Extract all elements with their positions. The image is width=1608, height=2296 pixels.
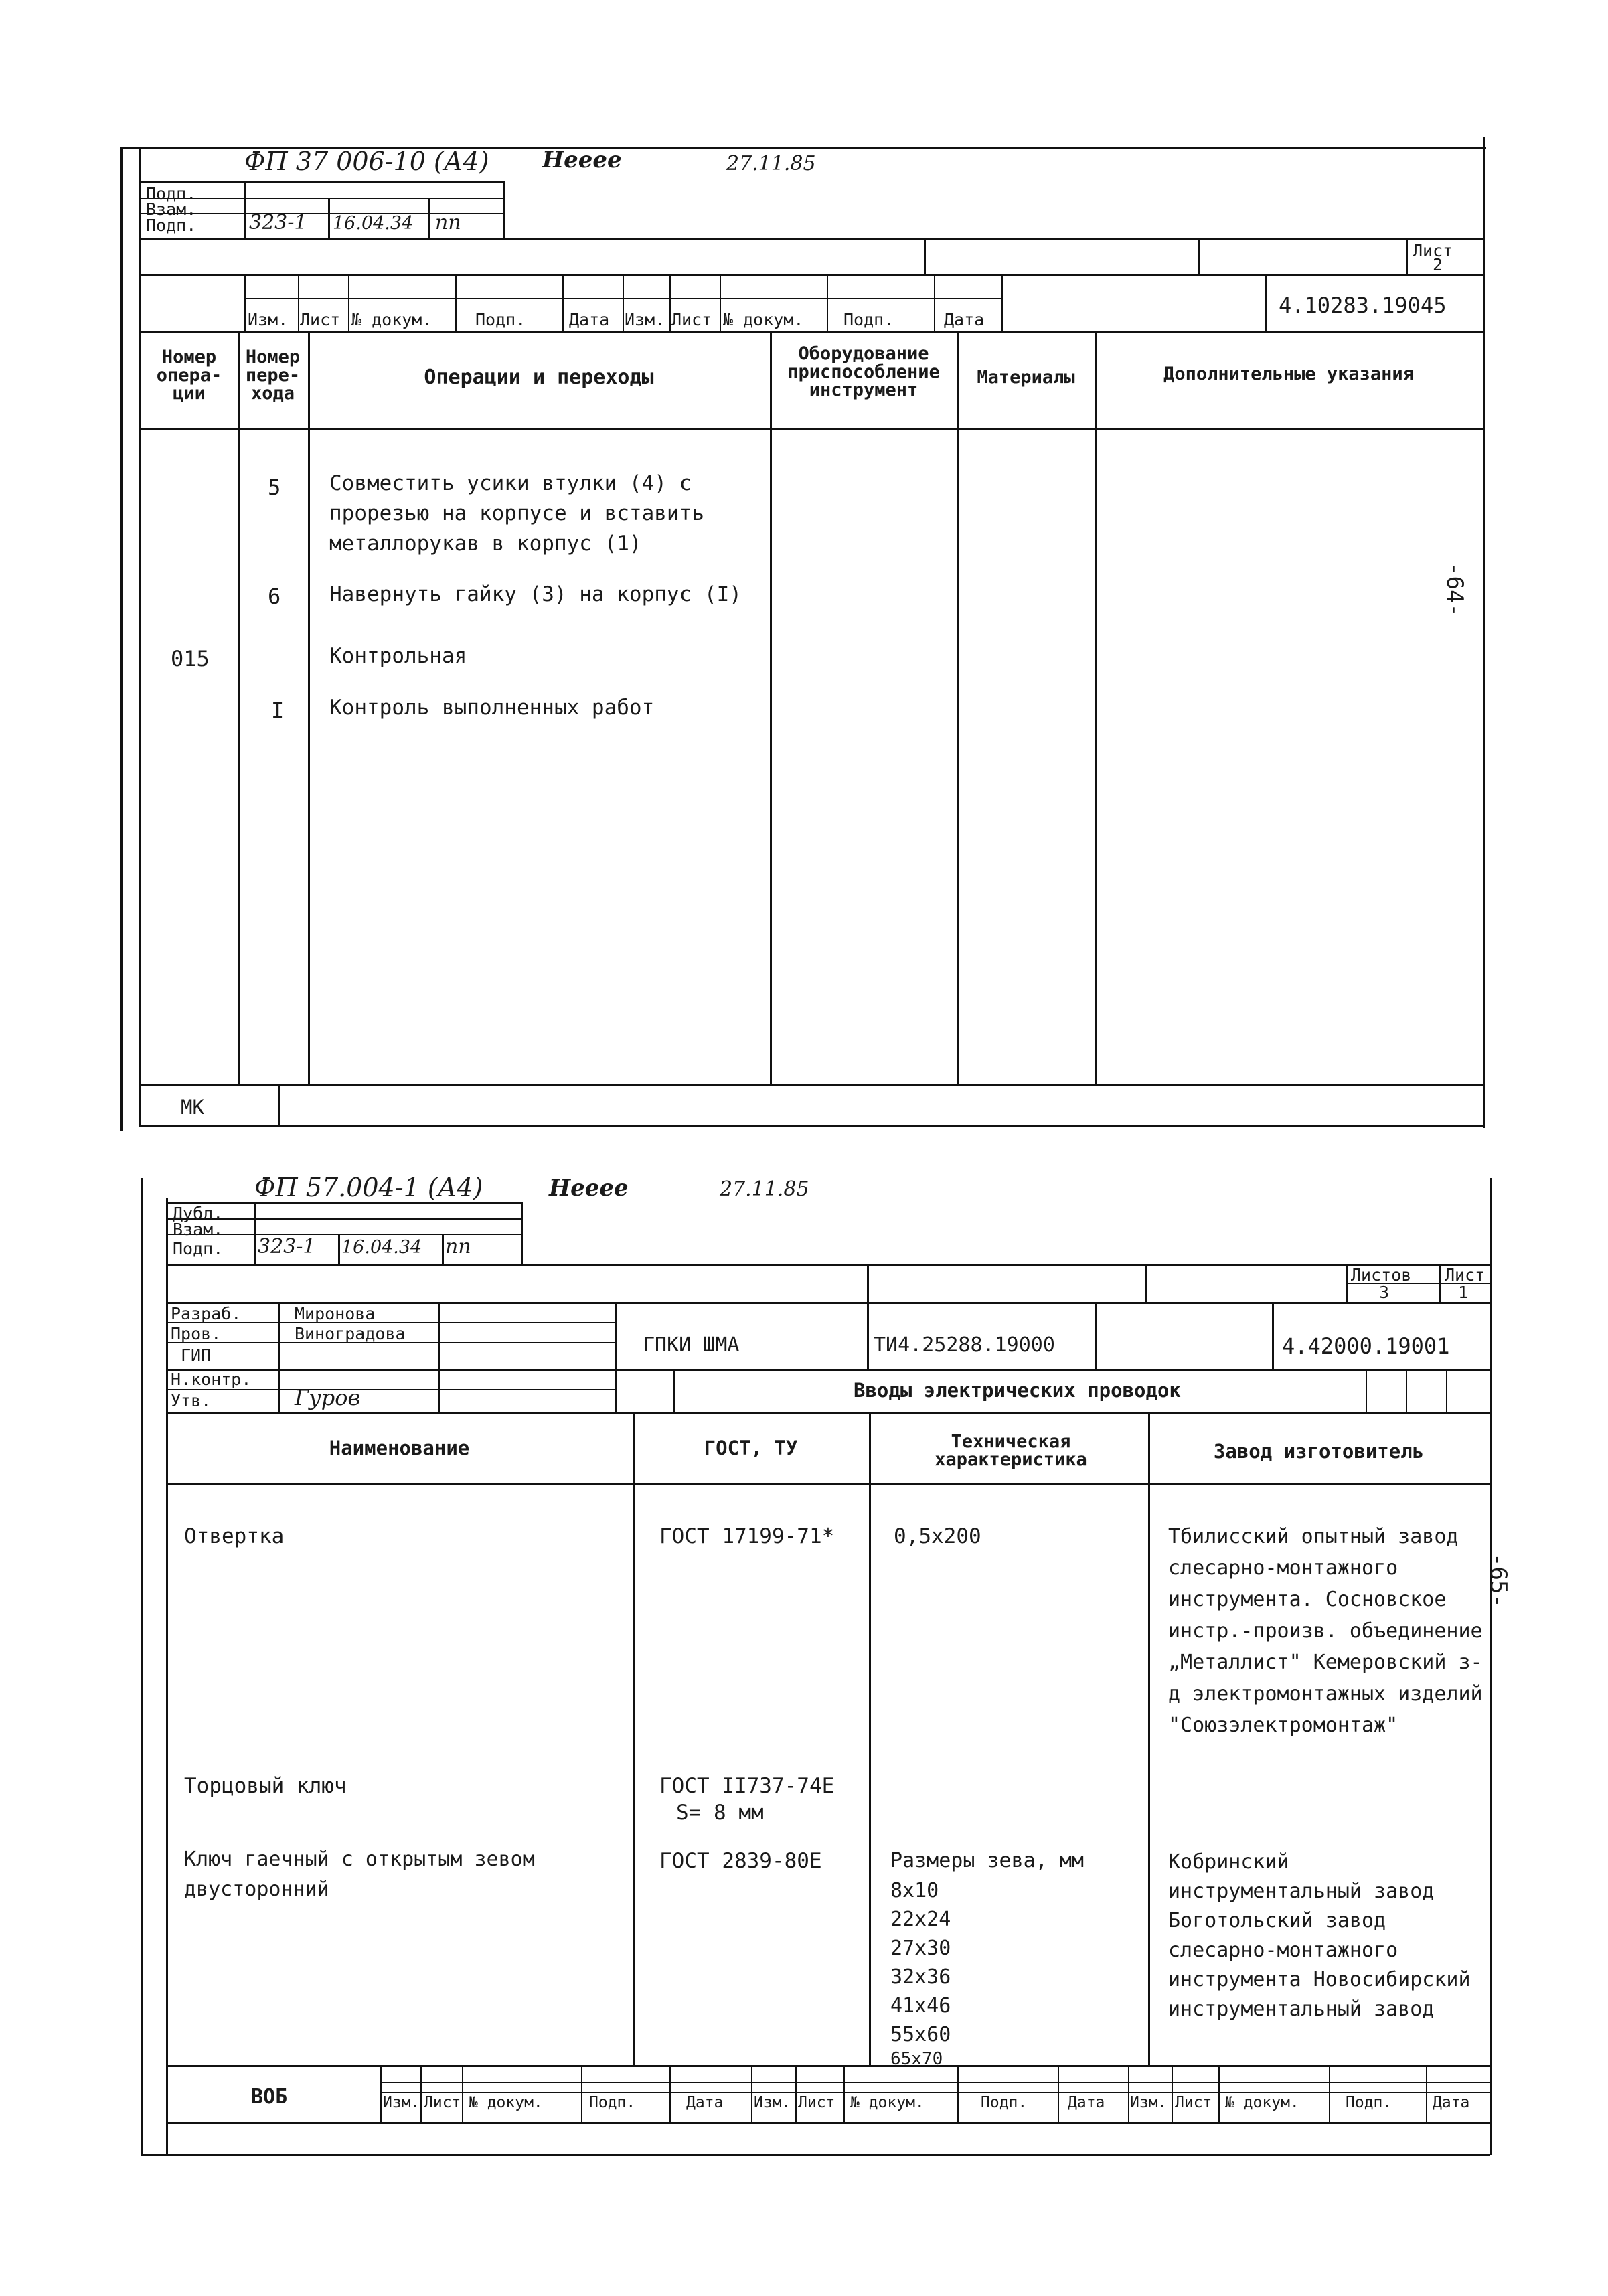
rev-col-label: Дата <box>686 2094 724 2111</box>
rev-col-label: Изм. <box>1130 2094 1168 2111</box>
row-name: Торцовый ключ <box>184 1774 347 1798</box>
sheet1-sheet-label: Лист <box>1413 241 1453 260</box>
rev-col-label: Подп. <box>843 310 894 329</box>
rev-col-label: Лист <box>300 310 341 329</box>
row-text: Совместить усики втулки (4) с прорезью на корпусе и вставить металлорукав в корпус (1) <box>329 471 704 556</box>
sheet2-signature: Нееее <box>549 1175 629 1202</box>
rev-col-label: Подп. <box>981 2094 1028 2111</box>
rev-col-label: Подп. <box>589 2094 636 2111</box>
row-tech-item: 55х60 <box>890 2023 951 2046</box>
header-gost: ГОСТ, ТУ <box>704 1437 798 1459</box>
stamp-row-2: Взам. <box>173 1220 224 1239</box>
rev-col-label: Изм. <box>383 2094 420 2111</box>
stamp-doc-number: 323-1 <box>249 211 307 234</box>
rev-col-label: № докум. <box>1225 2094 1299 2111</box>
title-org: ГПКИ ШМА <box>643 1333 740 1357</box>
row-gost-note: S= 8 мм <box>676 1801 764 1825</box>
row-gost: ГОСТ 2839-80Е <box>659 1849 822 1873</box>
rev-col-label: Лист <box>1175 2094 1212 2111</box>
stamp-date: 16.04.34 <box>341 1237 422 1258</box>
rev-col-label: № докум. <box>469 2094 543 2111</box>
title-doc: ТИ4.25288.19000 <box>874 1333 1055 1357</box>
rev-col-label: Лист <box>671 310 712 329</box>
rev-col-label: № докум. <box>351 310 432 329</box>
rev-col-label: Изм. <box>625 310 665 329</box>
row-transition: I <box>271 698 285 723</box>
row-tech: Размеры зева, мм <box>890 1849 1084 1872</box>
sheet2-page-number: -65- <box>1485 1553 1512 1608</box>
row-tech-item: 65х70 <box>890 2050 943 2065</box>
header-tech: Техническая характеристика <box>935 1431 1087 1470</box>
stamp-row-2: Взам. <box>146 199 197 219</box>
rev-col-label: Изм. <box>248 310 289 329</box>
row-tech-item: 27х30 <box>890 1937 951 1960</box>
stamp-row-3: Подп. <box>173 1239 224 1258</box>
sheet2-handwritten-date: 27.11.85 <box>720 1177 809 1201</box>
stamp-row-1: Подп. <box>146 184 197 203</box>
row-tech-item: 32х36 <box>890 1965 951 1989</box>
sheet2-sheet-value: 1 <box>1458 1283 1469 1302</box>
row-name: Ключ гаечный с открытым зевом двусторонний <box>184 1848 535 1901</box>
sheet1-footer-code: МК <box>181 1096 204 1119</box>
row-gost: ГОСТ II737-74Е <box>659 1774 835 1798</box>
header-operations: Операции и переходы <box>424 365 654 389</box>
sheet2-footer-code: ВОБ <box>251 2085 288 2109</box>
rev-col-label: Подп. <box>475 310 526 329</box>
stamp-date: 16.04.34 <box>333 213 414 234</box>
header-equipment: Оборудование приспособление инструмент <box>787 343 940 400</box>
header-name: Наименование <box>329 1437 470 1459</box>
title-role: Пров. <box>171 1324 222 1343</box>
header-materials: Материалы <box>977 367 1075 388</box>
title-role: Разраб. <box>171 1304 242 1323</box>
row-tech: 0,5х200 <box>894 1524 981 1548</box>
row-name: Отвертка <box>184 1524 285 1548</box>
title-name: Виноградова <box>295 1324 406 1343</box>
stamp-doc-number: 323-1 <box>258 1235 316 1258</box>
title-code: 4.42000.19001 <box>1282 1333 1450 1359</box>
stamp-row-3: Подп. <box>146 216 197 235</box>
sheet2-form-number: ФП 57.004-1 (А4) <box>254 1173 483 1202</box>
header-operation-number: Номер опера-ции <box>156 347 222 404</box>
rev-col-label: Дата <box>569 310 610 329</box>
rev-col-label: Подп. <box>1346 2094 1392 2111</box>
row-maker: Тбилисский опытный завод слесарно-монтажного инструмента. Сосновское инстр.-произв. объединение „Металлист" Кемеровский з-д электромонтажных изделий "Союзэлектромонтаж" <box>1168 1525 1483 1737</box>
title-role: Утв. <box>171 1391 212 1410</box>
rev-col-label: Дата <box>1433 2094 1470 2111</box>
sheet2-sheet-label: Лист <box>1445 1265 1485 1285</box>
sheet1-handwritten-date: 27.11.85 <box>726 152 816 175</box>
title-role: Н.контр. <box>171 1370 252 1389</box>
row-operation: 015 <box>171 646 210 671</box>
row-tech-item: 41х46 <box>890 1994 951 2018</box>
rev-col-label: Изм. <box>754 2094 791 2111</box>
row-transition: 6 <box>268 584 281 609</box>
title-document-name: Вводы электрических проводок <box>854 1379 1181 1402</box>
stamp-row-1: Дубл. <box>173 1204 224 1223</box>
row-transition: 5 <box>268 475 281 500</box>
sheet2-sheets-label: Листов <box>1351 1265 1412 1285</box>
row-maker: Кобринский инструментальный завод Боготольский завод слесарно-монтажного инструмента Новосибирский инструментальный завод <box>1168 1850 1471 2021</box>
rev-col-label: № докум. <box>723 310 804 329</box>
rev-col-label: Лист <box>424 2094 461 2111</box>
header-transition-number: Номер пере-хода <box>245 347 301 404</box>
rev-col-label: Дата <box>944 310 985 329</box>
row-gost: ГОСТ 17199-71* <box>659 1524 835 1548</box>
sheet1-form-number: ФП 37 006-10 (А4) <box>244 147 489 176</box>
row-text: Контрольная <box>329 644 467 668</box>
title-role: ГИП <box>181 1345 212 1365</box>
stamp-initials: пп <box>435 211 461 234</box>
row-tech-item: 22х24 <box>890 1908 951 1931</box>
sheet1-sheet-value: 2 <box>1433 255 1443 274</box>
sheet1-signature: Нееее <box>542 147 622 173</box>
rev-col-label: Дата <box>1068 2094 1105 2111</box>
row-tech-item: 8х10 <box>890 1879 939 1902</box>
stamp-initials: пп <box>445 1235 471 1258</box>
rev-col-label: № докум. <box>850 2094 924 2111</box>
row-text: Навернуть гайку (3) на корпус (I) <box>329 582 742 606</box>
title-name: Гуров <box>295 1385 361 1410</box>
rev-col-label: Лист <box>798 2094 835 2111</box>
header-maker: Завод изготовитель <box>1213 1440 1425 1463</box>
sheet1-doc-code: 4.10283.19045 <box>1279 293 1447 318</box>
sheet2-sheets-value: 3 <box>1379 1283 1390 1302</box>
row-text: Контроль выполненных работ <box>329 695 655 720</box>
title-name: Миронова <box>295 1304 376 1323</box>
header-additional: Дополнительные указания <box>1163 363 1414 384</box>
sheet1-page-number: -64- <box>1441 562 1468 617</box>
